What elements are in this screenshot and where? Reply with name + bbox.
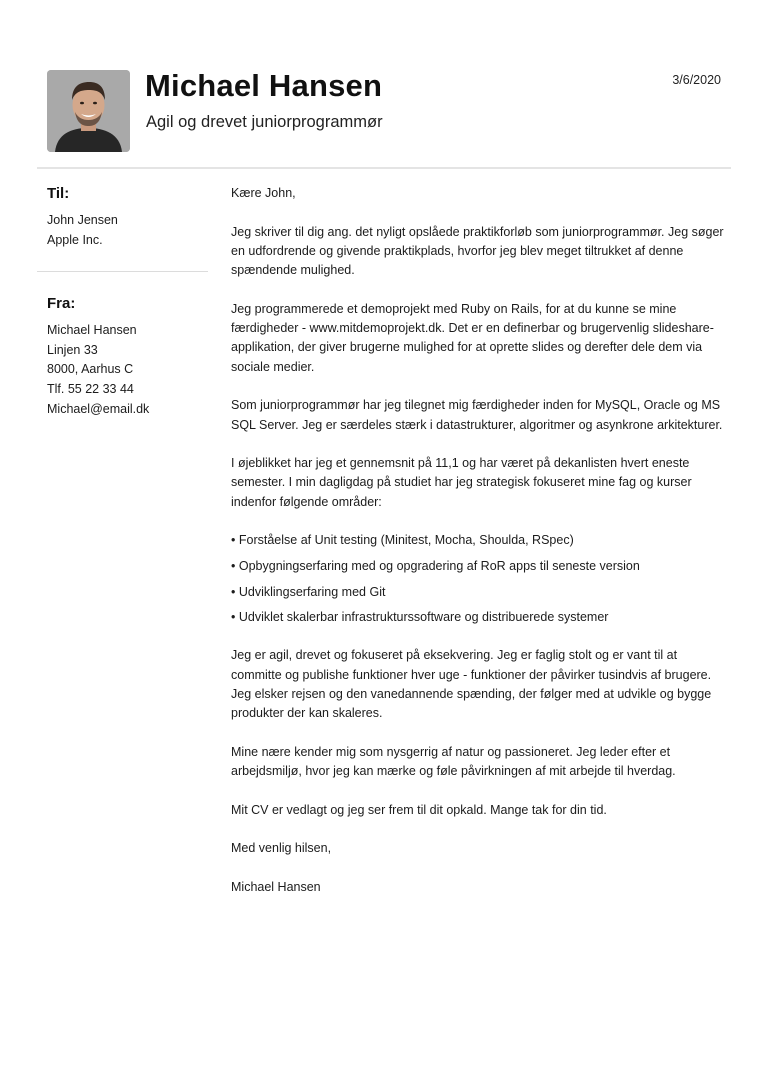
sender-email: Michael@email.dk xyxy=(47,401,150,416)
sidebar-divider xyxy=(37,271,208,272)
sender-name: Michael Hansen xyxy=(47,323,137,337)
recipient-company: Apple Inc. xyxy=(47,232,103,247)
letter-paragraph: Jeg programmerede et demoprojekt med Ruby on Rails, for at du kunne se mine færdigheder - www.mitdemoprojekt.dk. Det er en definerbar og brugervenlig slideshare-applikation, der giver brugerne mulighed for at oprette slides og derefter dele dem via sociale medier. xyxy=(231,301,714,374)
letter-greeting: Kære John, xyxy=(231,186,296,200)
skills-list-item: • Opbygningserfaring med og opgradering af RoR apps til seneste version xyxy=(231,557,726,576)
letter-closing: Med venlig hilsen, xyxy=(231,841,332,856)
letter-date: 3/6/2020 xyxy=(672,73,721,87)
person-photo-icon xyxy=(47,70,130,152)
letter-paragraph: Jeg skriver til dig ang. det nyligt opslåede praktikforløb som juniorprogrammør. Jeg søger en udfordrende og givende praktikplads, hvorfor jeg blev meget tiltrukket af denne spændende mulighed. xyxy=(231,224,724,278)
profile-photo xyxy=(47,70,130,152)
applicant-name: Michael Hansen xyxy=(145,68,383,103)
sender-heading: Fra: xyxy=(47,295,76,312)
applicant-title: Agil og drevet juniorprogrammør xyxy=(146,113,383,131)
letter-paragraph: Som juniorprogrammør har jeg tilegnet mig færdigheder inden for MySQL, Oracle og MS SQL Server. Jeg er særdeles stærk i datastrukturer, algoritmer og asynkrone arkitekturer. xyxy=(231,398,723,432)
recipient-heading: Til: xyxy=(47,185,70,202)
sender-block xyxy=(47,295,212,420)
sender-street: Linjen 33 xyxy=(47,342,98,357)
recipient-name: John Jensen xyxy=(47,213,118,227)
recipient-block xyxy=(47,185,212,250)
letter-signature: Michael Hansen xyxy=(231,879,321,894)
sender-phone: Tlf. 55 22 33 44 xyxy=(47,382,134,397)
letter-paragraph: Jeg er agil, drevet og fokuseret på eksekvering. Jeg er faglig stolt og er vant til at committe og publishe funktioner hver uge - funktioner der påvirker tusindvis af brugere. Jeg elsker rejsen og den vanedannende spænding, der følger med at udvikle og bygge produkter der kan skaleres. xyxy=(231,648,712,721)
letter-paragraph: Mit CV er vedlagt og jeg ser frem til dit opkald. Mange tak for din tid. xyxy=(231,802,607,817)
skills-list-item: • Udviklingserfaring med Git xyxy=(231,583,726,602)
header-divider xyxy=(37,167,731,169)
skills-list xyxy=(231,531,726,627)
skills-list-item: • Forståelse af Unit testing (Minitest, Mocha, Shoulda, RSpec) xyxy=(231,531,726,550)
letter-body xyxy=(231,184,726,917)
letter-paragraph: Mine nære kender mig som nysgerrig af natur og passioneret. Jeg leder efter et arbejdsmiljø, hvor jeg kan mærke og føle påvirkningen af mit arbejde til hverdag. xyxy=(231,744,676,779)
letter-paragraph: I øjeblikket har jeg et gennemsnit på 11,1 og har været på dekanlisten hvert eneste semester. I min dagligdag på studiet har jeg strategisk fokuseret mine fag og kurser indenfor følgende områder: xyxy=(231,456,692,509)
sender-city: 8000, Aarhus C xyxy=(47,362,134,377)
skills-list-item: • Udviklet skalerbar infrastrukturssoftware og distribuerede systemer xyxy=(231,608,726,627)
